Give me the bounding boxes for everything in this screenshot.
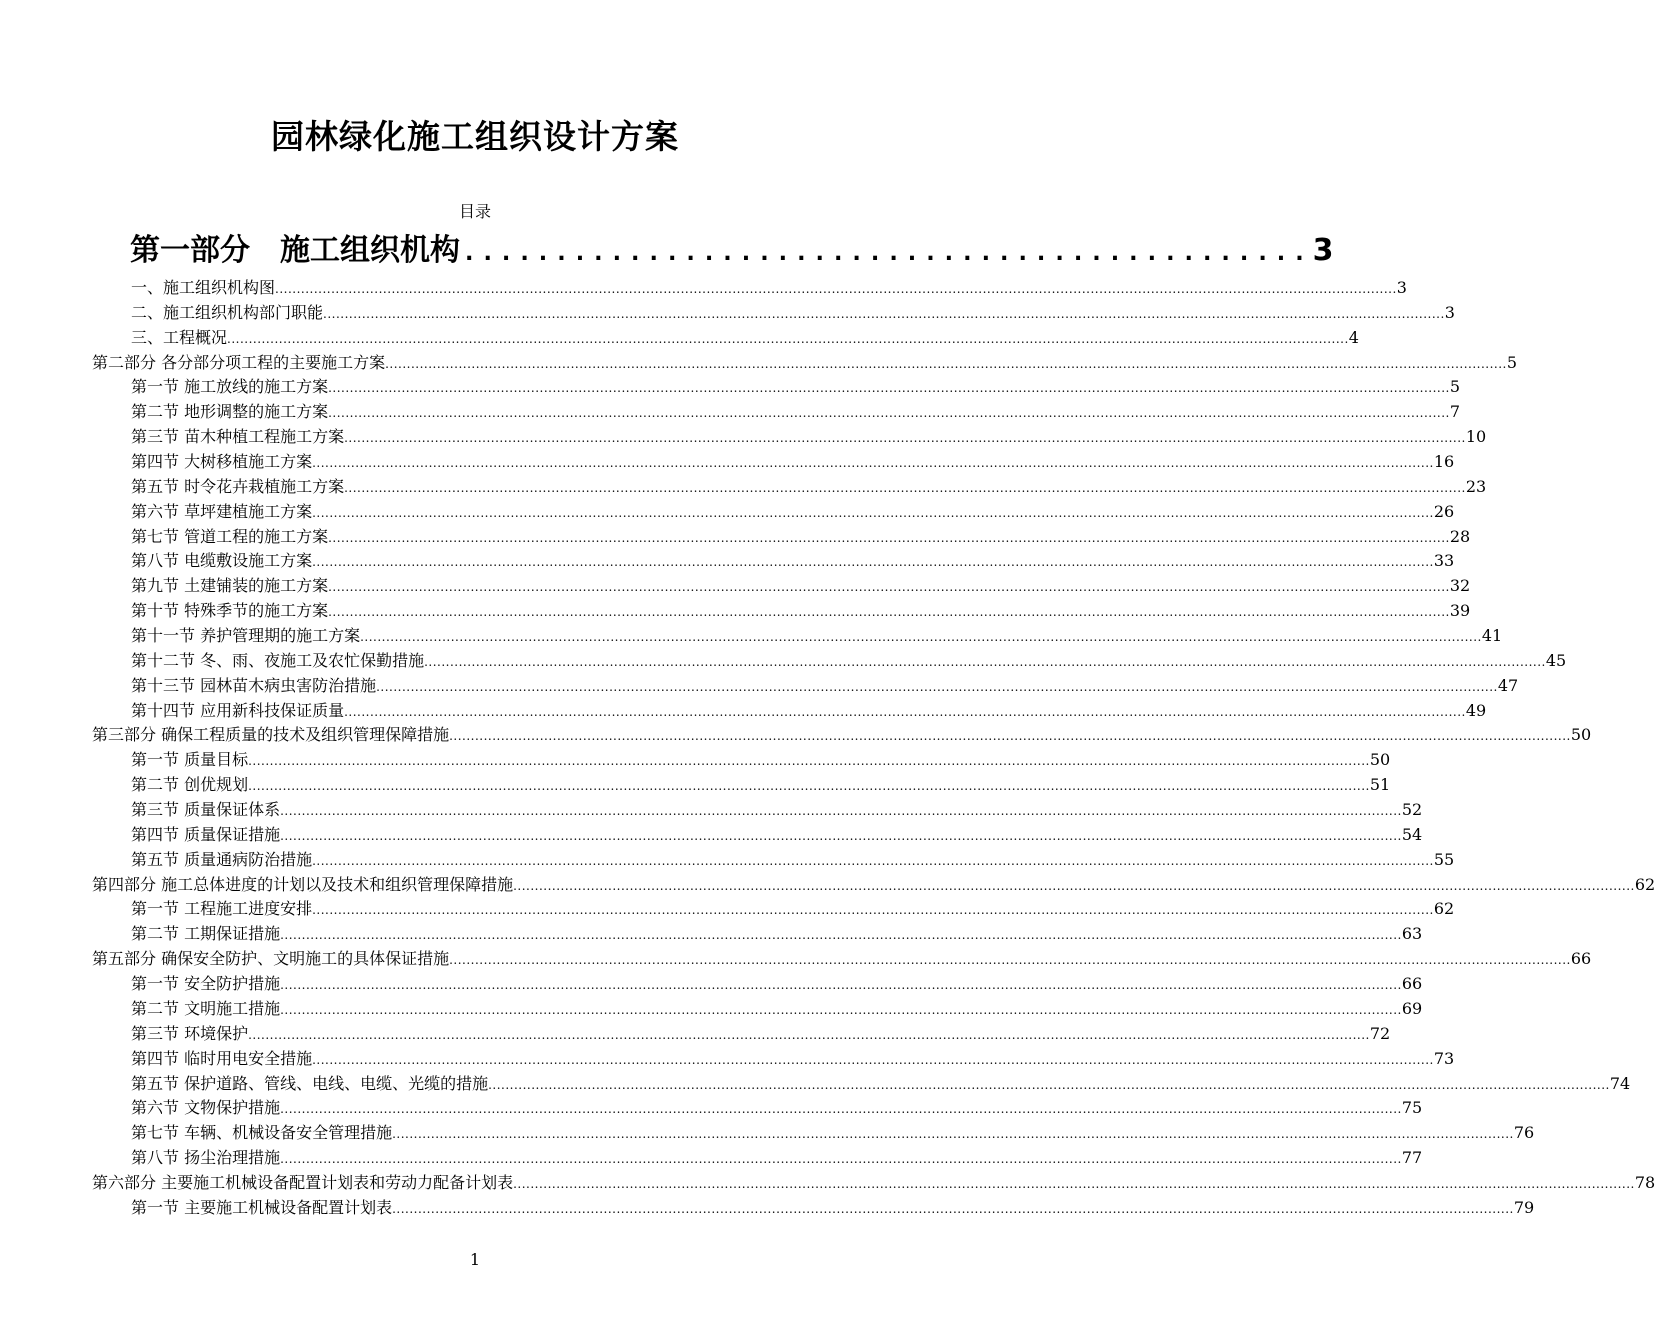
toc-entry-section[interactable]: [0, 326, 1359, 351]
toc-entry-label: 第三节 质量保证体系: [131, 800, 281, 820]
toc-entry-page: 78: [1634, 1172, 1655, 1192]
toc-leader-dots: ....................................................................................................................................................................................................................................................................: [323, 306, 1445, 321]
toc-leader-dots: ....................................................................................................................................................................................................................................................................: [248, 1027, 1370, 1042]
page-number: 1: [469, 1250, 481, 1269]
toc-entry-label: 第九节 土建铺装的施工方案: [131, 576, 329, 596]
toc-list: [0, 276, 1655, 1221]
toc-entry-section[interactable]: [0, 574, 1471, 599]
toc-entry-section[interactable]: [0, 798, 1423, 823]
toc-entry-page: 10: [1465, 427, 1487, 447]
toc-leader-dots: ....................................................................................................................................................................................................................................................................: [312, 456, 1434, 471]
toc-entry-section[interactable]: [0, 549, 1455, 574]
toc-entry-part[interactable]: [0, 947, 1592, 972]
toc-heading: 目录: [458, 202, 491, 221]
toc-leader-dots: ..............................................: [462, 238, 1311, 266]
toc-entry-page: 62: [1433, 899, 1455, 919]
toc-leader-dots: ....................................................................................................................................................................................................................................................................: [312, 853, 1434, 868]
toc-entry-label: 第一节 质量目标: [131, 750, 249, 770]
toc-leader-dots: ....................................................................................................................................................................................................................................................................: [280, 1002, 1402, 1017]
toc-leader-dots: ....................................................................................................................................................................................................................................................................: [328, 580, 1450, 595]
toc-entry-label: 第六部分 主要施工机械设备配置计划表和劳动力配备计划表: [92, 1172, 514, 1192]
toc-entry-page: 3: [1444, 302, 1455, 322]
toc-entry-label: 二、施工组织机构部门职能: [131, 302, 324, 322]
toc-entry-section[interactable]: [0, 897, 1455, 922]
toc-entry-label: 第六节 文物保护措施: [131, 1098, 281, 1118]
toc-leader-dots: ....................................................................................................................................................................................................................................................................: [392, 1127, 1514, 1142]
toc-entry-page: 62: [1634, 874, 1655, 894]
toc-entry-section[interactable]: [0, 1121, 1535, 1146]
toc-entry-page: 63: [1401, 924, 1423, 944]
toc-entry-page: 3: [1396, 278, 1407, 297]
toc-entry-part[interactable]: [0, 1171, 1655, 1196]
toc-leader-dots: ....................................................................................................................................................................................................................................................................: [328, 530, 1450, 545]
toc-leader-dots: ....................................................................................................................................................................................................................................................................: [280, 928, 1402, 943]
toc-entry-label: 第十二节 冬、雨、夜施工及农忙保勤措施: [131, 650, 425, 670]
toc-entry-label: 第一节 安全防护措施: [131, 974, 281, 994]
toc-entry-section[interactable]: [0, 276, 1407, 301]
toc-entry-label: 第十四节 应用新科技保证质量: [131, 700, 345, 720]
toc-entry-section[interactable]: [0, 450, 1455, 475]
toc-leader-dots: ....................................................................................................................................................................................................................................................................: [344, 704, 1466, 719]
toc-entry-page: 3: [1312, 233, 1334, 268]
toc-entry-section[interactable]: [0, 624, 1503, 649]
toc-leader-dots: ....................................................................................................................................................................................................................................................................: [385, 356, 1507, 371]
toc-leader-dots: ....................................................................................................................................................................................................................................................................: [513, 1176, 1635, 1191]
toc-entry-label: 第三部分 确保工程质量的技术及组织管理保障措施: [92, 725, 450, 745]
toc-entry-page: 49: [1465, 700, 1487, 720]
toc-entry-page: 47: [1497, 675, 1519, 695]
toc-entry-section[interactable]: [0, 400, 1461, 425]
toc-entry-page: 39: [1449, 601, 1471, 621]
toc-entry-section[interactable]: [0, 997, 1423, 1022]
toc-leader-dots: ....................................................................................................................................................................................................................................................................: [312, 903, 1434, 918]
toc-entry-section[interactable]: [0, 1146, 1423, 1171]
toc-entry-section[interactable]: [0, 649, 1567, 674]
toc-entry-section[interactable]: [0, 525, 1471, 550]
toc-leader-dots: ....................................................................................................................................................................................................................................................................: [280, 978, 1402, 993]
toc-leader-dots: ....................................................................................................................................................................................................................................................................: [344, 480, 1466, 495]
toc-entry-section[interactable]: [0, 823, 1423, 848]
toc-entry-section[interactable]: [0, 1022, 1391, 1047]
toc-leader-dots: ....................................................................................................................................................................................................................................................................: [248, 754, 1370, 769]
toc-entry-page: 7: [1449, 402, 1461, 422]
toc-entry-page: 76: [1513, 1123, 1535, 1143]
toc-entry-part[interactable]: [0, 351, 1518, 376]
toc-entry-label: 第七节 管道工程的施工方案: [131, 526, 329, 546]
toc-entry-section[interactable]: [0, 1072, 1631, 1097]
toc-entry-page: 72: [1369, 1023, 1391, 1043]
page-title: 园林绿化施工组织设计方案: [271, 117, 679, 156]
toc-entry-label: 第五部分 确保安全防护、文明施工的具体保证措施: [92, 949, 450, 969]
toc-entry-label: 第四部分 施工总体进度的计划以及技术和组织管理保障措施: [92, 874, 514, 894]
toc-entry-page: 75: [1401, 1098, 1423, 1118]
toc-entry-label: 第二节 工期保证措施: [131, 924, 281, 944]
toc-leader-dots: ....................................................................................................................................................................................................................................................................: [227, 331, 1349, 346]
toc-entry-label: 第一节 施工放线的施工方案: [131, 377, 329, 397]
toc-leader-dots: ....................................................................................................................................................................................................................................................................: [392, 1201, 1514, 1216]
toc-entry-label: 第六节 草坪建植施工方案: [131, 501, 313, 521]
toc-entry-page: 23: [1465, 476, 1487, 496]
toc-leader-dots: ....................................................................................................................................................................................................................................................................: [312, 1052, 1434, 1067]
toc-entry-section[interactable]: [0, 848, 1455, 873]
toc-entry-page: 5: [1449, 377, 1461, 397]
toc-entry-label: 一、施工组织机构图: [131, 278, 276, 297]
toc-leader-dots: ....................................................................................................................................................................................................................................................................: [328, 406, 1450, 421]
toc-entry-part-one[interactable]: [130, 228, 1334, 274]
toc-entry-label: 第四节 临时用电安全措施: [131, 1048, 313, 1068]
toc-leader-dots: ....................................................................................................................................................................................................................................................................: [513, 878, 1635, 893]
toc-entry-section[interactable]: [0, 674, 1519, 699]
toc-leader-dots: ....................................................................................................................................................................................................................................................................: [280, 1102, 1402, 1117]
toc-entry-label: 第二节 地形调整的施工方案: [131, 402, 329, 422]
toc-entry-page: 33: [1433, 551, 1455, 571]
toc-leader-dots: ....................................................................................................................................................................................................................................................................: [248, 779, 1370, 794]
toc-entry-label: 第十三节 园林苗木病虫害防治措施: [131, 675, 377, 695]
toc-entry-page: 16: [1433, 452, 1455, 472]
toc-entry-page: 32: [1449, 576, 1471, 596]
toc-entry-page: 4: [1348, 327, 1359, 347]
toc-entry-page: 52: [1401, 800, 1423, 820]
toc-entry-label: 第五节 质量通病防治措施: [131, 849, 313, 869]
toc-entry-page: 51: [1369, 775, 1391, 795]
toc-entry-section[interactable]: [0, 748, 1391, 773]
toc-entry-label: 第五节 时令花卉栽植施工方案: [131, 476, 345, 496]
toc-entry-page: 50: [1570, 725, 1592, 745]
toc-entry-page: 26: [1433, 501, 1455, 521]
toc-entry-section[interactable]: [0, 922, 1423, 947]
toc-entry-label: 第一节 工程施工进度安排: [131, 899, 313, 919]
toc-leader-dots: ....................................................................................................................................................................................................................................................................: [488, 1077, 1610, 1092]
toc-leader-dots: ....................................................................................................................................................................................................................................................................: [280, 804, 1402, 819]
toc-entry-page: 5: [1506, 352, 1518, 372]
toc-leader-dots: ....................................................................................................................................................................................................................................................................: [280, 1152, 1402, 1167]
toc-leader-dots: ....................................................................................................................................................................................................................................................................: [280, 828, 1402, 843]
toc-entry-section[interactable]: [0, 425, 1487, 450]
toc-entry-label: 第八节 扬尘治理措施: [131, 1148, 281, 1168]
toc-entry-label: 第三节 苗木种植工程施工方案: [131, 427, 345, 447]
toc-entry-part[interactable]: [0, 873, 1655, 898]
toc-entry-section[interactable]: [0, 699, 1487, 724]
toc-entry-page: 73: [1433, 1048, 1455, 1068]
toc-leader-dots: ....................................................................................................................................................................................................................................................................: [344, 431, 1466, 446]
toc-leader-dots: ....................................................................................................................................................................................................................................................................: [449, 729, 1571, 744]
toc-entry-label: 第十一节 养护管理期的施工方案: [131, 626, 361, 646]
toc-entry-section[interactable]: [0, 1096, 1423, 1121]
toc-leader-dots: ....................................................................................................................................................................................................................................................................: [376, 679, 1498, 694]
toc-entry-section[interactable]: [0, 475, 1487, 500]
toc-entry-label: 第五节 保护道路、管线、电线、电缆、光缆的措施: [131, 1073, 489, 1093]
toc-entry-label: 第四节 大树移植施工方案: [131, 452, 313, 472]
toc-entry-section[interactable]: [0, 500, 1455, 525]
toc-leader-dots: ....................................................................................................................................................................................................................................................................: [312, 505, 1434, 520]
toc-entry-page: 50: [1369, 750, 1391, 770]
toc-entry-label: 第二节 文明施工措施: [131, 998, 281, 1018]
toc-entry-label: 第四节 质量保证措施: [131, 824, 281, 844]
toc-entry-section[interactable]: [0, 375, 1461, 400]
toc-entry-part[interactable]: [0, 723, 1592, 748]
toc-entry-section[interactable]: [0, 773, 1391, 798]
toc-leader-dots: ....................................................................................................................................................................................................................................................................: [275, 282, 1397, 296]
toc-leader-dots: ....................................................................................................................................................................................................................................................................: [424, 654, 1546, 669]
toc-entry-label: 第一节 主要施工机械设备配置计划表: [131, 1197, 393, 1217]
toc-entry-page: 66: [1401, 974, 1423, 994]
toc-entry-page: 54: [1401, 824, 1423, 844]
toc-entry-label: 第七节 车辆、机械设备安全管理措施: [131, 1123, 393, 1143]
toc-entry-page: 28: [1449, 526, 1471, 546]
toc-entry-page: 45: [1545, 650, 1567, 670]
toc-entry-section[interactable]: [0, 1047, 1455, 1072]
toc-entry-label: 第一部分 施工组织机构: [130, 233, 460, 268]
toc-entry-label: 第十节 特殊季节的施工方案: [131, 601, 329, 621]
toc-entry-page: 41: [1481, 626, 1503, 646]
toc-entry-page: 74: [1609, 1073, 1631, 1093]
toc-entry-label: 第八节 电缆敷设施工方案: [131, 551, 313, 571]
toc-entry-page: 55: [1433, 849, 1455, 869]
toc-entry-section[interactable]: [0, 301, 1455, 326]
toc-entry-page: 79: [1513, 1197, 1535, 1217]
toc-entry-label: 第二节 创优规划: [131, 775, 249, 795]
toc-entry-section[interactable]: [0, 1196, 1535, 1221]
toc-entry-page: 69: [1401, 998, 1423, 1018]
toc-leader-dots: ....................................................................................................................................................................................................................................................................: [449, 953, 1571, 968]
toc-entry-label: 第二部分 各分部分项工程的主要施工方案: [92, 352, 386, 372]
toc-leader-dots: ....................................................................................................................................................................................................................................................................: [328, 605, 1450, 620]
toc-entry-section[interactable]: [0, 972, 1423, 997]
toc-entry-section[interactable]: [0, 599, 1471, 624]
toc-entry-label: 第三节 环境保护: [131, 1023, 249, 1043]
toc-leader-dots: ....................................................................................................................................................................................................................................................................: [328, 381, 1450, 396]
toc-entry-label: 三、工程概况: [131, 327, 228, 347]
toc-leader-dots: ....................................................................................................................................................................................................................................................................: [312, 555, 1434, 570]
toc-entry-page: 66: [1570, 949, 1592, 969]
toc-leader-dots: ....................................................................................................................................................................................................................................................................: [360, 630, 1482, 645]
toc-entry-page: 77: [1401, 1148, 1423, 1168]
